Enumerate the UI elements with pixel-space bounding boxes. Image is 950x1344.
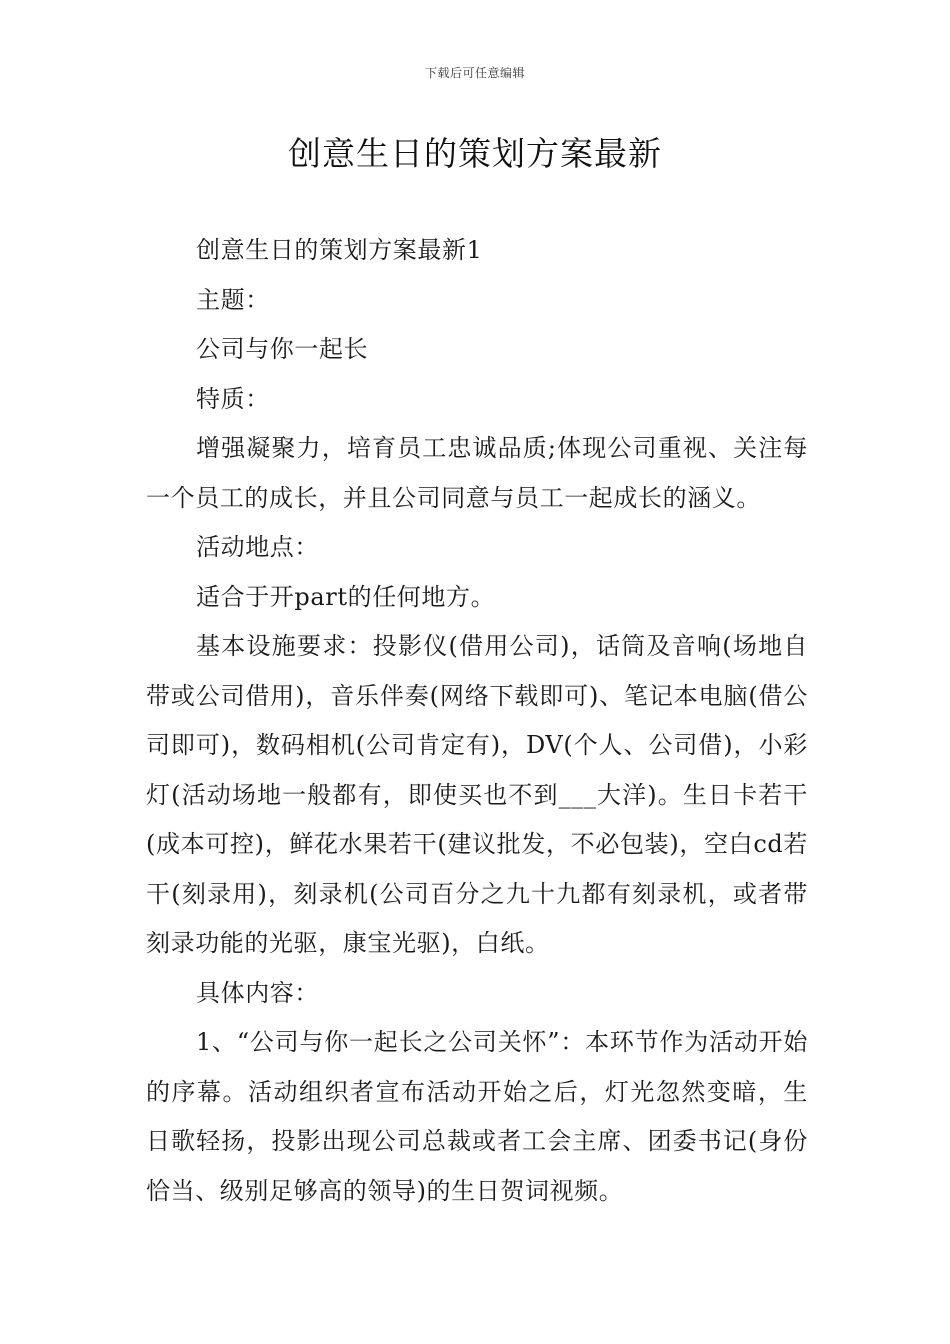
paragraph-location: 适合于开part的任何地方。 xyxy=(196,582,496,611)
document-title: 创意生日的策划方案最新 xyxy=(288,134,662,173)
paragraph-features-label: 特质： xyxy=(196,384,270,413)
document-body xyxy=(146,226,808,1216)
paragraph-theme-label: 主题： xyxy=(196,285,270,314)
paragraph-location-label: 活动地点： xyxy=(196,533,319,561)
paragraph-facilities: 基本设施要求：投影仪(借用公司)，话筒及音响(场地自带或公司借用)，音乐伴奏(网络下载即可)、笔记本电脑(借公司即可)，数码相机(公司肯定有)，DV(个人、公司借)，小彩灯(活动场地一般都有，即使买也不到___大洋)。生日卡若干(成本可控)，鲜花水果若干(建议批发，不必包装)，空白cd若干(刻录用)，刻录机(公司百分之九十九都有刻录机，或者带刻录功能的光驱，康宝光驱)，白纸。 xyxy=(146,632,808,957)
header-note: 下载后可任意编辑 xyxy=(424,66,525,80)
paragraph-theme: 公司与你一起长 xyxy=(196,335,369,363)
paragraph-content-item-1: 1、“公司与你一起长之公司关怀”：本环节作为活动开始的序幕。活动组织者宣布活动开始之后，灯光忽然变暗，生日歌轻扬，投影出现公司总裁或者工会主席、团委书记(身份恰当、级别足够高的领导)的生日贺词视频。 xyxy=(146,1028,808,1205)
paragraph-content-label: 具体内容： xyxy=(196,978,319,1007)
paragraph-subtitle: 创意生日的策划方案最新1 xyxy=(196,236,483,264)
paragraph-features: 增强凝聚力，培育员工忠诚品质;体现公司重视、关注每一个员工的成长，并且公司同意与员工一起成长的涵义。 xyxy=(146,434,808,512)
